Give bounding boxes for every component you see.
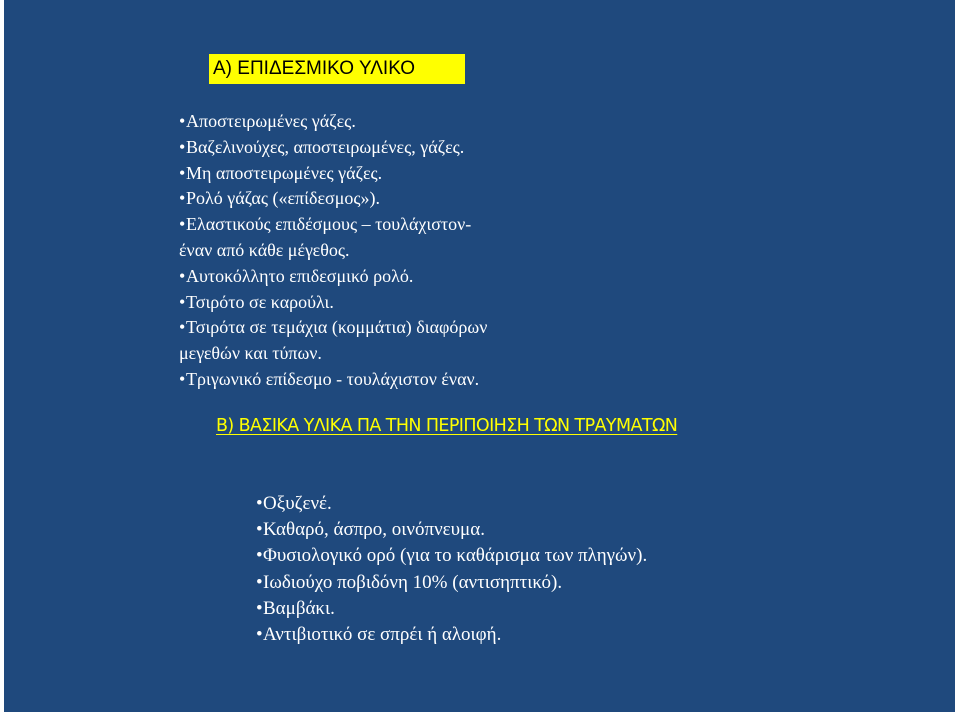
list-item: •Ιωδιούχο ποβιδόνη 10% (αντισηπτικό).	[256, 570, 647, 596]
bullet-icon: •	[179, 317, 186, 338]
list-item: •Αποστειρωμένες γάζες.	[179, 109, 487, 135]
bullet-icon: •	[256, 545, 263, 567]
bullet-icon: •	[179, 214, 186, 235]
bullet-icon: •	[256, 519, 263, 541]
bullet-icon: •	[179, 136, 186, 157]
list-item: •Ρολό γάζας («επίδεσμος»).	[179, 186, 487, 212]
section-b-list	[256, 491, 647, 648]
section-b-heading: B) ΒΑΣΙΚΑ ΥΛΙΚΑ ΠΑ ΤΗΝ ΠΕΡΙΠΟΙΗΣΗ ΤΩΝ ΤΡΑΥΜΑΤΩΝ	[216, 416, 678, 436]
bullet-icon: •	[179, 111, 186, 131]
list-item: •Μη αποστειρωμένες γάζες.	[179, 161, 487, 187]
list-item: •Οξυζενέ.	[256, 491, 647, 517]
bullet-icon: •	[179, 368, 186, 389]
bullet-icon: •	[256, 597, 263, 619]
bullet-icon: •	[256, 571, 263, 593]
slide	[4, 0, 955, 712]
list-item: •Βαζελινούχες, αποστειρωμένες, γάζες.	[179, 135, 487, 161]
list-item: •Τριγωνικό επίδεσμο - τουλάχιστον έναν.	[179, 367, 487, 393]
section-a-heading: A) ΕΠΙΔΕΣΜΙΚΟ ΥΛΙΚΟ	[209, 54, 465, 84]
list-item: •Φυσιολογικό ορό (για το καθάρισμα των πληγών).	[256, 543, 647, 569]
list-item: •Αντιβιοτικό σε σπρέι ή αλοιφή.	[256, 622, 647, 648]
section-a-list	[179, 109, 487, 393]
bullet-icon: •	[256, 624, 263, 646]
bullet-icon: •	[179, 291, 186, 312]
list-item: •Τσιρότα σε τεμάχια (κομμάτια) διαφόρων	[179, 315, 487, 341]
list-item-continuation: έναν από κάθε μέγεθος.	[179, 239, 350, 260]
list-item: •Ελαστικούς επιδέσμους – τουλάχιστον-	[179, 212, 487, 238]
bullet-icon: •	[179, 162, 186, 183]
bullet-icon: •	[256, 493, 263, 514]
list-item-continuation: μεγεθών και τύπων.	[179, 343, 322, 364]
bullet-icon: •	[179, 265, 186, 286]
bullet-icon: •	[179, 188, 186, 209]
list-item: •Βαμβάκι.	[256, 596, 647, 622]
list-item: •Τσιρότο σε καρούλι.	[179, 290, 487, 316]
list-item: •Καθαρό, άσπρο, οινόπνευμα.	[256, 517, 647, 543]
list-item: •Αυτοκόλλητο επιδεσμικό ρολό.	[179, 264, 487, 290]
